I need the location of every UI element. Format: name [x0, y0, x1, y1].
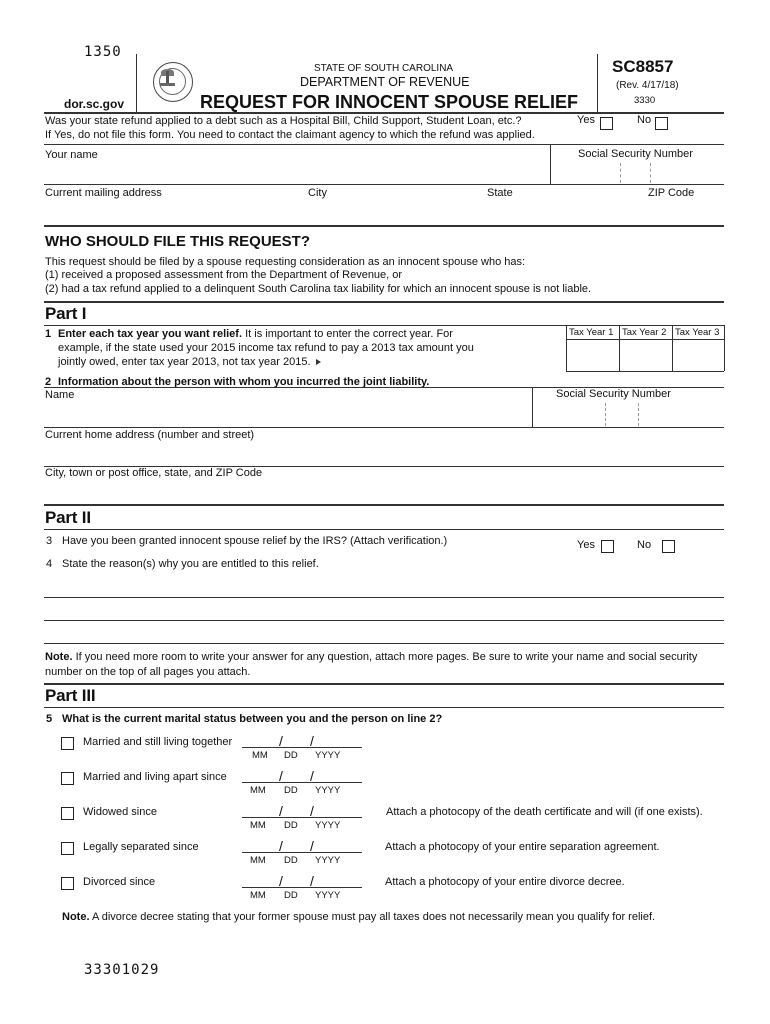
- q4-text: State the reason(s) why you are entitled to this relief.: [62, 558, 319, 570]
- q1-rest: It is important to enter the correct year. For: [245, 328, 453, 340]
- rule: [44, 707, 724, 708]
- rule: [44, 427, 724, 428]
- mm-label: MM: [250, 890, 266, 901]
- yyyy-label: YYYY: [315, 750, 341, 761]
- q1-line-3-text: jointly owed, enter tax year 2013, not tax year 2015.: [58, 356, 311, 368]
- separated-attach-note: Attach a photocopy of your entire separation agreement.: [385, 841, 660, 853]
- header-rule: [44, 112, 724, 114]
- date-field-separated[interactable]: / / MM DD YYYY: [242, 840, 362, 866]
- refund-yes-checkbox[interactable]: [600, 117, 613, 130]
- part-2-note: [45, 651, 697, 663]
- q3-text: Have you been granted innocent spouse relief by the IRS? (Attach verification.): [62, 535, 448, 547]
- q4-number: 4: [46, 558, 53, 570]
- spouse-address-field[interactable]: [44, 441, 724, 465]
- section-rule: [44, 504, 724, 506]
- ssn-separator: [620, 163, 621, 183]
- part-3-note: [62, 911, 655, 923]
- ssn-separator: [605, 403, 606, 426]
- q1-line-2: example, if the state used your 2015 income tax refund to pay a 2013 tax amount you: [58, 342, 474, 354]
- header-divider-left: [136, 54, 137, 112]
- section-rule: [44, 683, 724, 685]
- q2-number: 2: [45, 376, 52, 388]
- q5-number: 5: [46, 713, 53, 725]
- website: dor.sc.gov: [64, 97, 125, 111]
- status-label-divorced: Divorced since: [83, 876, 156, 888]
- header-divider-right: [597, 54, 598, 112]
- mailing-address-label: Current mailing address: [45, 187, 162, 199]
- your-name-field[interactable]: [44, 145, 549, 183]
- refund-question: Was your state refund applied to a debt such as a Hospital Bill, Child Support, Student Loan, etc.?: [45, 115, 522, 127]
- status-checkbox-divorced[interactable]: [61, 877, 74, 890]
- spouse-city-field[interactable]: [44, 480, 724, 502]
- part-2-title: Part II: [45, 508, 91, 527]
- section-rule: [44, 301, 724, 303]
- refund-no-checkbox[interactable]: [655, 117, 668, 130]
- yyyy-label: YYYY: [315, 890, 341, 901]
- ssn-separator: [638, 403, 639, 426]
- form-code-bottom: 33301029: [84, 962, 160, 978]
- dd-label: DD: [284, 785, 298, 796]
- form-revision: (Rev. 4/17/18): [616, 80, 679, 91]
- status-label-married-together: Married and still living together: [83, 736, 233, 748]
- mm-label: MM: [250, 820, 266, 831]
- yyyy-label: YYYY: [315, 785, 341, 796]
- widowed-attach-note: Attach a photocopy of the death certificate and will (if one exists).: [386, 806, 703, 818]
- section-rule: [44, 225, 724, 227]
- q3-number: 3: [46, 535, 53, 547]
- spouse-ssn-label: Social Security Number: [556, 388, 671, 400]
- reason-line-2[interactable]: [44, 598, 724, 620]
- tax-year-1-input[interactable]: [567, 340, 619, 371]
- dd-label: DD: [284, 855, 298, 866]
- date-field-married-together[interactable]: / / MM DD YYYY: [242, 735, 362, 761]
- tax-year-border: [724, 325, 725, 371]
- your-ssn-field[interactable]: [552, 162, 724, 184]
- state-label: State: [487, 187, 513, 199]
- note-text: If you need more room to write your answer for any question, attach more pages. Be sure to write your name and social security: [75, 651, 698, 663]
- refund-no-label: No: [637, 114, 652, 126]
- status-checkbox-married-together[interactable]: [61, 737, 74, 750]
- status-label-separated: Legally separated since: [83, 841, 199, 853]
- your-ssn-label: Social Security Number: [578, 148, 693, 160]
- part-1-title: Part I: [45, 304, 87, 323]
- date-field-widowed[interactable]: / / MM DD YYYY: [242, 805, 362, 831]
- city-label: City: [308, 187, 327, 199]
- tax-year-1-label: Tax Year 1: [569, 327, 614, 338]
- ssn-divider: [532, 387, 533, 428]
- mm-label: MM: [250, 785, 266, 796]
- irs-no-checkbox[interactable]: [662, 540, 675, 553]
- form-code: 3330: [634, 95, 656, 106]
- rule: [44, 325, 724, 326]
- answer-rule: [44, 643, 724, 644]
- note-text: A divorce decree stating that your former spouse must pay all taxes does not necessarily mean you qualify for relief.: [91, 911, 656, 923]
- spouse-city-label: City, town or post office, state, and ZIP Code: [45, 467, 263, 479]
- mailing-address-field[interactable]: [44, 200, 724, 224]
- q1-text: [58, 328, 453, 340]
- status-label-widowed: Widowed since: [83, 806, 157, 818]
- tax-year-2-input[interactable]: [620, 340, 672, 371]
- date-field-divorced[interactable]: / / MM DD YYYY: [242, 875, 362, 901]
- part-2-note-line-2: number on the top of all pages you attach.: [45, 666, 251, 678]
- dd-label: DD: [284, 750, 298, 761]
- yyyy-label: YYYY: [315, 820, 341, 831]
- divorced-attach-note: Attach a photocopy of your entire divorce decree.: [385, 876, 625, 888]
- who-text-3: (2) had a tax refund applied to a delinquent South Carolina tax liability for which an innocent spouse is not liable.: [45, 283, 592, 295]
- date-field-married-apart[interactable]: / / MM DD YYYY: [242, 770, 362, 796]
- q1-number: 1: [45, 328, 52, 340]
- spouse-address-label: Current home address (number and street): [45, 429, 255, 441]
- reason-line-3[interactable]: [44, 621, 724, 643]
- q1-bold: Enter each tax year you want relief.: [58, 328, 243, 340]
- irs-no-label: No: [637, 539, 652, 551]
- spouse-name-field[interactable]: [44, 400, 530, 426]
- refund-yes-label: Yes: [577, 114, 595, 126]
- spouse-ssn-field[interactable]: [534, 402, 724, 426]
- department-name: DEPARTMENT OF REVENUE: [300, 75, 470, 89]
- rule: [44, 529, 724, 530]
- rule: [44, 184, 724, 185]
- status-checkbox-married-apart[interactable]: [61, 772, 74, 785]
- state-seal-icon: [153, 62, 193, 102]
- form-number: SC8857: [612, 57, 674, 76]
- dd-label: DD: [284, 890, 298, 901]
- tax-year-bottom-rule: [566, 371, 724, 372]
- spouse-name-label: Name: [45, 389, 75, 401]
- irs-yes-label: Yes: [577, 539, 595, 551]
- mm-label: MM: [250, 855, 266, 866]
- part-3-title: Part III: [45, 686, 96, 705]
- refund-instruction: If Yes, do not file this form. You need to contact the claimant agency to which the refund was applied.: [45, 129, 535, 141]
- tax-year-3-label: Tax Year 3: [675, 327, 720, 338]
- note-label: Note.: [45, 651, 73, 663]
- yyyy-label: YYYY: [315, 855, 341, 866]
- q1-line-3: [58, 356, 321, 368]
- who-text-1: This request should be filed by a spouse requesting consideration as an innocent spouse who has:: [45, 256, 526, 268]
- zip-label: ZIP Code: [648, 187, 695, 199]
- ssn-divider: [550, 144, 551, 185]
- tax-year-3-input[interactable]: [673, 340, 724, 371]
- tax-year-2-label: Tax Year 2: [622, 327, 667, 338]
- reason-line-1[interactable]: [44, 575, 724, 597]
- who-text-2: (1) received a proposed assessment from the Department of Revenue, or: [45, 269, 403, 281]
- status-label-married-apart: Married and living apart since: [83, 771, 227, 783]
- form-title: REQUEST FOR INNOCENT SPOUSE RELIEF: [200, 92, 579, 112]
- q2-text: Information about the person with whom you incurred the joint liability.: [58, 376, 430, 388]
- irs-yes-checkbox[interactable]: [601, 540, 614, 553]
- form-code-top: 1350: [84, 44, 122, 60]
- who-heading: WHO SHOULD FILE THIS REQUEST?: [45, 233, 310, 250]
- your-name-label: Your name: [45, 149, 98, 161]
- note-label: Note.: [62, 911, 90, 923]
- ssn-separator: [650, 163, 651, 183]
- dd-label: DD: [284, 820, 298, 831]
- status-checkbox-separated[interactable]: [61, 842, 74, 855]
- state-line: STATE OF SOUTH CAROLINA: [314, 63, 454, 74]
- arrow-right-icon: [316, 359, 321, 365]
- mm-label: MM: [252, 750, 268, 761]
- q5-text: What is the current marital status between you and the person on line 2?: [62, 713, 443, 725]
- status-checkbox-widowed[interactable]: [61, 807, 74, 820]
